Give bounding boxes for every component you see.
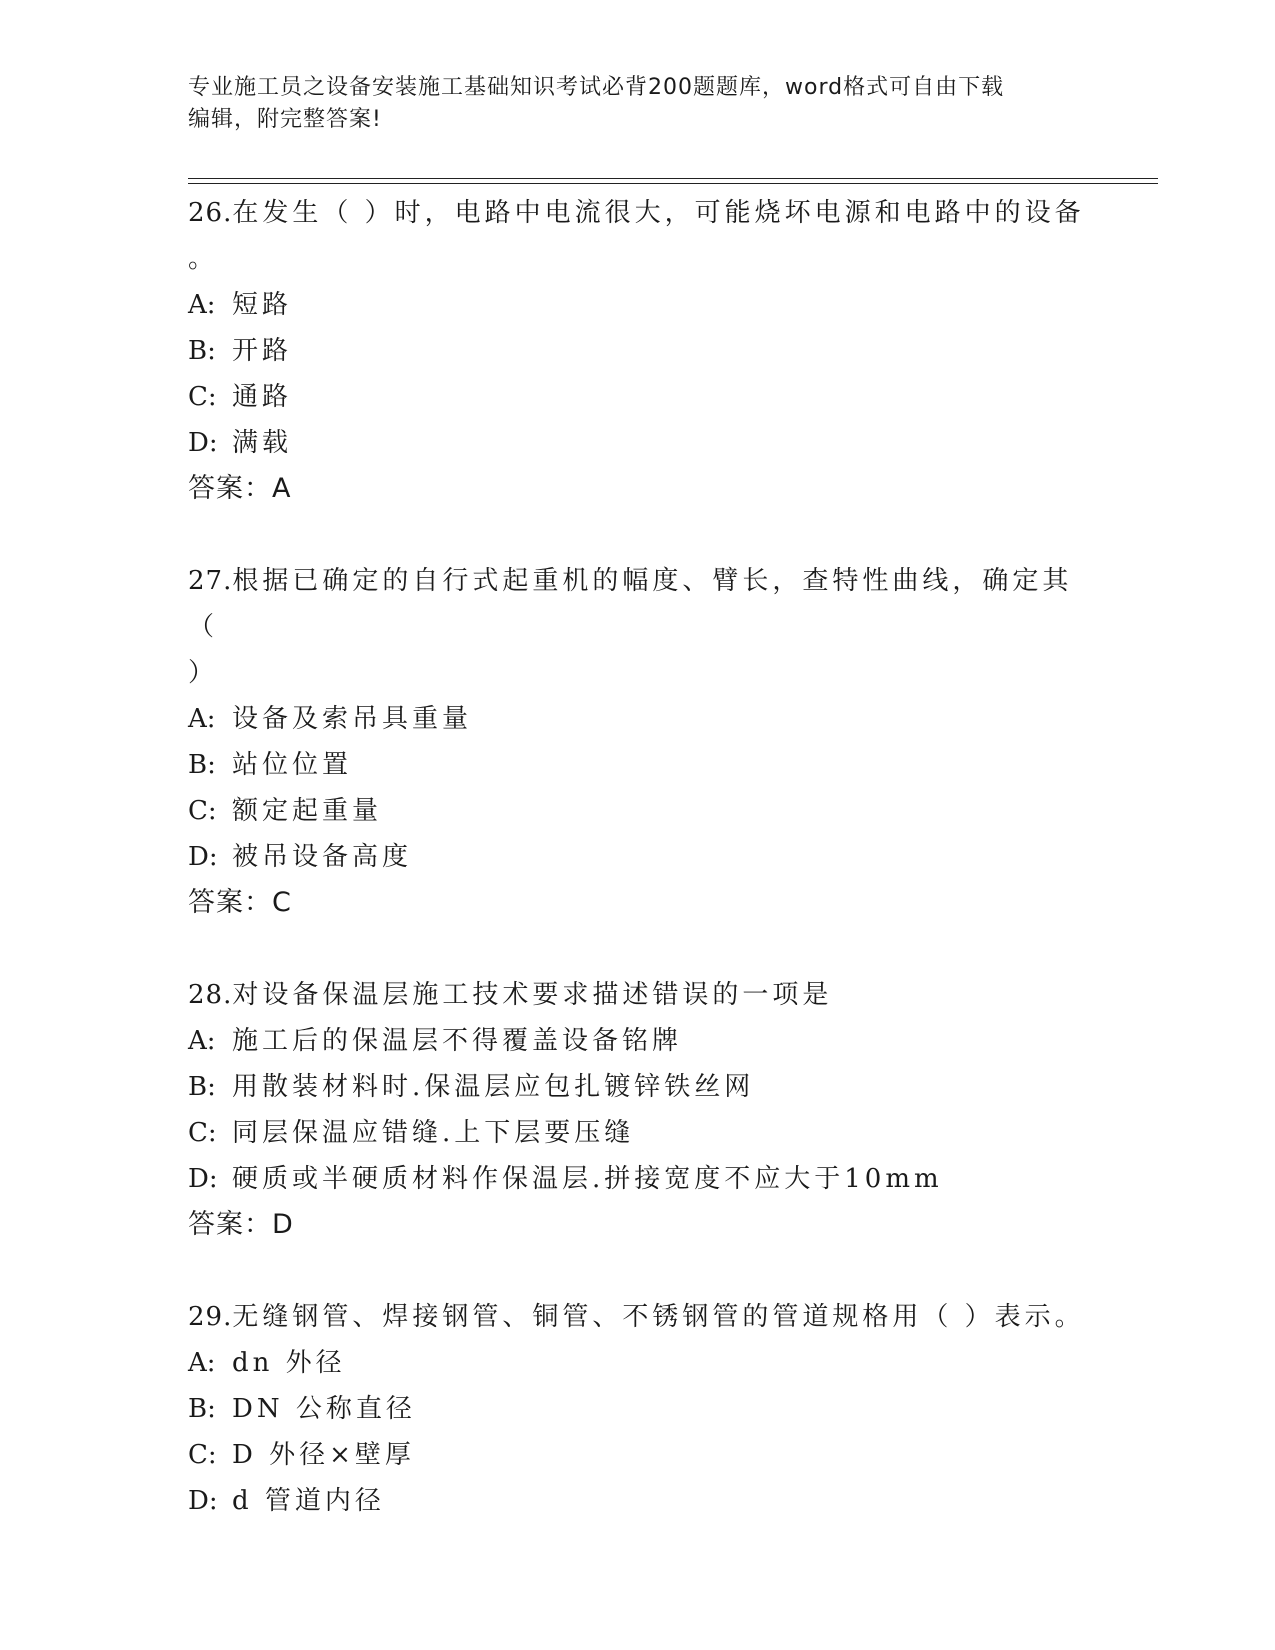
option-b bbox=[188, 1386, 1088, 1432]
option-b bbox=[188, 1064, 1088, 1110]
question-number: 29. bbox=[188, 1302, 233, 1332]
option-text: 硬质或半硬质材料作保温层.拼接宽度不应大于10mm bbox=[232, 1164, 943, 1194]
option-key: A: bbox=[188, 704, 216, 734]
option-key: C: bbox=[188, 796, 217, 826]
question-stem bbox=[188, 1294, 1088, 1340]
option-key: A: bbox=[188, 1348, 216, 1378]
option-b bbox=[188, 742, 1088, 788]
question-stem-line-1: 无缝钢管、焊接钢管、铜管、不锈钢管的管道规格用（ ）表示。 bbox=[232, 1302, 1085, 1332]
question-stem-line-2: ） bbox=[188, 658, 219, 688]
option-key: C: bbox=[188, 1118, 217, 1148]
header-divider-top bbox=[188, 178, 1158, 179]
option-key: D: bbox=[188, 1486, 218, 1516]
option-key: D: bbox=[188, 1164, 218, 1194]
option-text: dn 外径 bbox=[232, 1348, 346, 1378]
option-c bbox=[188, 374, 1088, 420]
option-text: D 外径×壁厚 bbox=[232, 1440, 415, 1470]
option-text: 短路 bbox=[232, 290, 293, 320]
option-key: B: bbox=[188, 750, 216, 780]
option-a bbox=[188, 282, 1088, 328]
question-28 bbox=[188, 972, 1088, 1248]
question-stem bbox=[188, 972, 1088, 1018]
option-d bbox=[188, 420, 1088, 466]
answer-line: 答案：C bbox=[188, 887, 292, 918]
question-stem-line-2: 。 bbox=[188, 244, 219, 274]
option-d bbox=[188, 834, 1088, 880]
option-d bbox=[188, 1156, 1088, 1202]
question-number: 26. bbox=[188, 198, 233, 228]
option-text: 施工后的保温层不得覆盖设备铭牌 bbox=[232, 1026, 683, 1056]
option-key: A: bbox=[188, 290, 216, 320]
option-key: D: bbox=[188, 428, 218, 458]
option-text: d 管道内径 bbox=[232, 1486, 385, 1516]
option-text: 同层保温应错缝.上下层要压缝 bbox=[232, 1118, 635, 1148]
option-text: 设备及索吊具重量 bbox=[232, 704, 473, 734]
questions-list bbox=[188, 190, 1088, 1570]
answer-line: 答案：D bbox=[188, 1209, 294, 1240]
option-text: 用散装材料时.保温层应包扎镀锌铁丝网 bbox=[232, 1072, 755, 1102]
option-text: DN 公称直径 bbox=[232, 1394, 416, 1424]
question-stem-line-1: 对设备保温层施工技术要求描述错误的一项是 bbox=[232, 980, 833, 1010]
option-c bbox=[188, 1110, 1088, 1156]
option-key: B: bbox=[188, 1394, 216, 1424]
option-text: 被吊设备高度 bbox=[232, 842, 413, 872]
document-header bbox=[188, 72, 1068, 136]
option-key: C: bbox=[188, 382, 217, 412]
option-text: 满载 bbox=[232, 428, 293, 458]
option-a bbox=[188, 696, 1088, 742]
option-c bbox=[188, 1432, 1088, 1478]
option-text: 通路 bbox=[232, 382, 293, 412]
question-29 bbox=[188, 1294, 1088, 1524]
question-27 bbox=[188, 558, 1088, 926]
option-key: B: bbox=[188, 1072, 216, 1102]
header-divider-bottom bbox=[188, 183, 1158, 184]
answer-line: 答案：A bbox=[188, 473, 292, 504]
option-b bbox=[188, 328, 1088, 374]
option-text: 站位位置 bbox=[232, 750, 353, 780]
question-stem-line-1: 根据已确定的自行式起重机的幅度、臂长，查特性曲线，确定其（ bbox=[188, 566, 1073, 642]
header-title-line-2: 编辑，附完整答案! bbox=[188, 107, 382, 132]
question-number: 28. bbox=[188, 980, 233, 1010]
option-text: 开路 bbox=[232, 336, 293, 366]
question-number: 27. bbox=[188, 566, 233, 596]
option-key: A: bbox=[188, 1026, 216, 1056]
option-key: C: bbox=[188, 1440, 217, 1470]
option-a bbox=[188, 1018, 1088, 1064]
option-d bbox=[188, 1478, 1088, 1524]
option-key: D: bbox=[188, 842, 218, 872]
option-a bbox=[188, 1340, 1088, 1386]
header-title-line-1: 专业施工员之设备安装施工基础知识考试必背200题题库，word格式可自由下载 bbox=[188, 75, 1005, 100]
question-stem-line-1: 在发生（ ）时，电路中电流很大，可能烧坏电源和电路中的设备 bbox=[232, 198, 1085, 228]
option-key: B: bbox=[188, 336, 216, 366]
question-stem bbox=[188, 558, 1088, 650]
option-c bbox=[188, 788, 1088, 834]
question-stem bbox=[188, 190, 1088, 236]
option-text: 额定起重量 bbox=[232, 796, 383, 826]
question-26 bbox=[188, 190, 1088, 512]
